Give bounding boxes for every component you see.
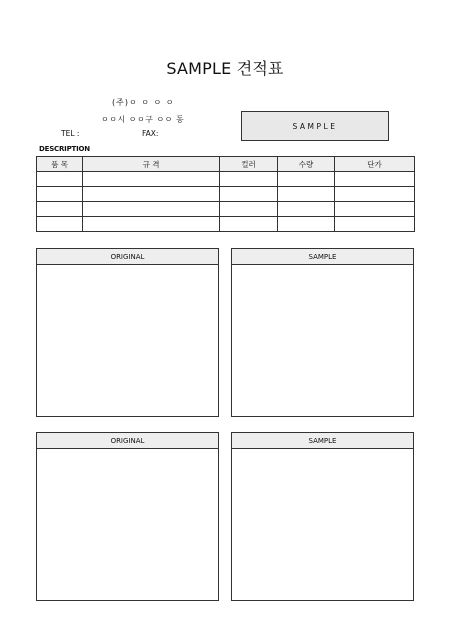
table-cell[interactable] — [335, 202, 415, 217]
header-item: 품 목 — [37, 157, 83, 172]
panel-header: SAMPLE — [232, 433, 413, 449]
table-cell[interactable] — [220, 187, 278, 202]
table-cell[interactable] — [37, 217, 83, 232]
table-cell[interactable] — [278, 217, 335, 232]
header-quantity: 수량 — [278, 157, 335, 172]
panel-header: ORIGINAL — [37, 249, 218, 265]
sample-stamp-box — [241, 111, 389, 141]
table-row — [37, 187, 415, 202]
table-cell[interactable] — [220, 202, 278, 217]
sample-image-panel-1 — [231, 248, 414, 417]
table-cell[interactable] — [220, 217, 278, 232]
table-cell[interactable] — [278, 202, 335, 217]
table-cell[interactable] — [37, 172, 83, 187]
company-name: (주)ㅇ ㅇ ㅇ ㅇ — [112, 98, 175, 107]
fax-label: FAX: — [142, 129, 159, 138]
tel-label: TEL : — [61, 129, 80, 138]
table-row — [37, 202, 415, 217]
original-image-panel-2 — [36, 432, 219, 601]
table-cell[interactable] — [83, 202, 220, 217]
table-cell[interactable] — [335, 172, 415, 187]
description-label: DESCRIPTION — [39, 145, 90, 153]
table-cell[interactable] — [220, 172, 278, 187]
table-cell[interactable] — [278, 172, 335, 187]
table-row — [37, 172, 415, 187]
company-address: ㅇㅇ시 ㅇㅇ구 ㅇㅇ 동 — [101, 115, 185, 124]
table-cell[interactable] — [83, 187, 220, 202]
header-color: 컬러 — [220, 157, 278, 172]
panel-header: ORIGINAL — [37, 433, 218, 449]
sample-image-panel-2 — [231, 432, 414, 601]
header-unit-price: 단가 — [335, 157, 415, 172]
sample-stamp-text: SAMPLE — [292, 121, 338, 131]
table-cell[interactable] — [37, 202, 83, 217]
table-cell[interactable] — [335, 217, 415, 232]
items-table — [36, 156, 415, 232]
table-cell[interactable] — [83, 172, 220, 187]
document-title: SAMPLE 견적표 — [166, 59, 284, 78]
table-header-row — [37, 157, 415, 172]
table-cell[interactable] — [335, 187, 415, 202]
panel-header: SAMPLE — [232, 249, 413, 265]
table-cell[interactable] — [278, 187, 335, 202]
table-row — [37, 217, 415, 232]
header-spec: 규 격 — [83, 157, 220, 172]
table-cell[interactable] — [37, 187, 83, 202]
original-image-panel-1 — [36, 248, 219, 417]
table-cell[interactable] — [83, 217, 220, 232]
